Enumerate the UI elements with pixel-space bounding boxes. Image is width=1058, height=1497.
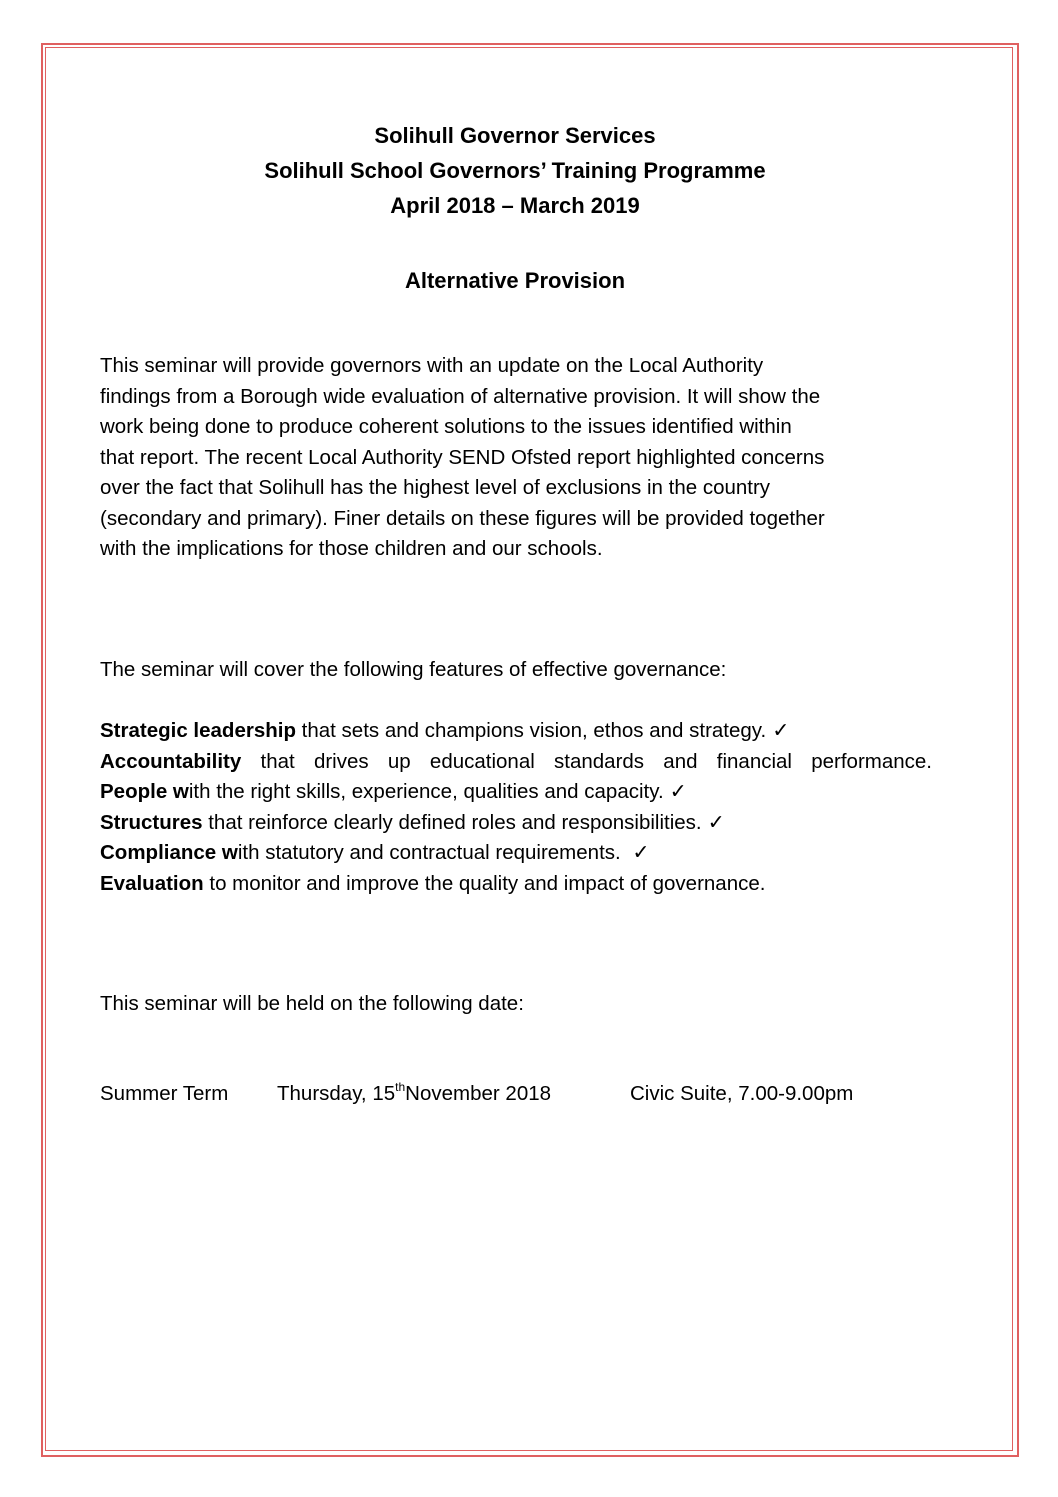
session-date-prefix: Thursday, 15 [277, 1082, 396, 1105]
description-line: findings from a Borough wide evaluation of alternative provision. It will show the [100, 384, 821, 408]
feature-term: Accountability [100, 749, 242, 773]
header-dates: April 2018 – March 2019 [390, 193, 640, 218]
feature-term: Structures [100, 810, 203, 834]
feature-text: ith statutory and contractual requirements. [237, 841, 627, 864]
feature-item [100, 808, 940, 839]
feature-item [100, 777, 940, 808]
description-line: (secondary and primary). Finer details on these figures will be provided together [100, 506, 825, 530]
feature-item [100, 747, 932, 778]
feature-term: Evaluation [100, 871, 204, 895]
checkmark-icon: ✓ [632, 841, 650, 864]
description-line: with the implications for those children and our schools. [100, 537, 603, 560]
feature-text: that reinforce clearly defined roles and responsibilities. [202, 810, 702, 834]
header-organisation: Solihull Governor Services [374, 123, 656, 148]
description-line: This seminar will provide governors with an update on the Local Authority [100, 354, 764, 377]
feature-term: Strategic leadership [100, 719, 296, 742]
feature-item [100, 838, 940, 869]
feature-text: that drives up educational standards and financial performance. [241, 749, 932, 773]
feature-term: Compliance w [100, 841, 238, 864]
feature-item [100, 716, 940, 747]
checkmark-icon: ✓ [772, 719, 790, 742]
description-line: work being done to produce coherent solutions to the issues identified within [100, 415, 792, 438]
session-date [277, 1079, 630, 1109]
header-programme: Solihull School Governors’ Training Programme [264, 158, 766, 183]
description-line: that report. The recent Local Authority SEND Ofsted report highlighted concerns [100, 445, 825, 469]
session-date-suffix-sup: th [395, 1080, 406, 1094]
session-date-month-year: November 2018 [405, 1082, 552, 1105]
seminar-description [100, 351, 940, 565]
feature-text: ith the right skills, experience, qualities and capacity. [188, 780, 664, 803]
features-list [100, 716, 940, 899]
date-intro: This seminar will be held on the following date: [100, 992, 524, 1015]
session-term: Summer Term [100, 1082, 229, 1105]
checkmark-icon: ✓ [707, 810, 725, 834]
feature-text: that sets and champions vision, ethos and strategy. [295, 719, 767, 742]
checkmark-icon: ✓ [669, 780, 687, 803]
feature-text: to monitor and improve the quality and impact of governance. [203, 871, 766, 895]
session-row [100, 1079, 853, 1109]
document-header [0, 118, 1030, 223]
seminar-title: Alternative Provision [404, 268, 626, 293]
description-line: over the fact that Solihull has the highest level of exclusions in the country [100, 476, 771, 499]
feature-item [100, 869, 940, 900]
feature-term: People w [100, 780, 189, 803]
session-venue-time: Civic Suite, 7.00-9.00pm [630, 1082, 854, 1105]
features-intro: The seminar will cover the following features of effective governance: [100, 658, 727, 681]
